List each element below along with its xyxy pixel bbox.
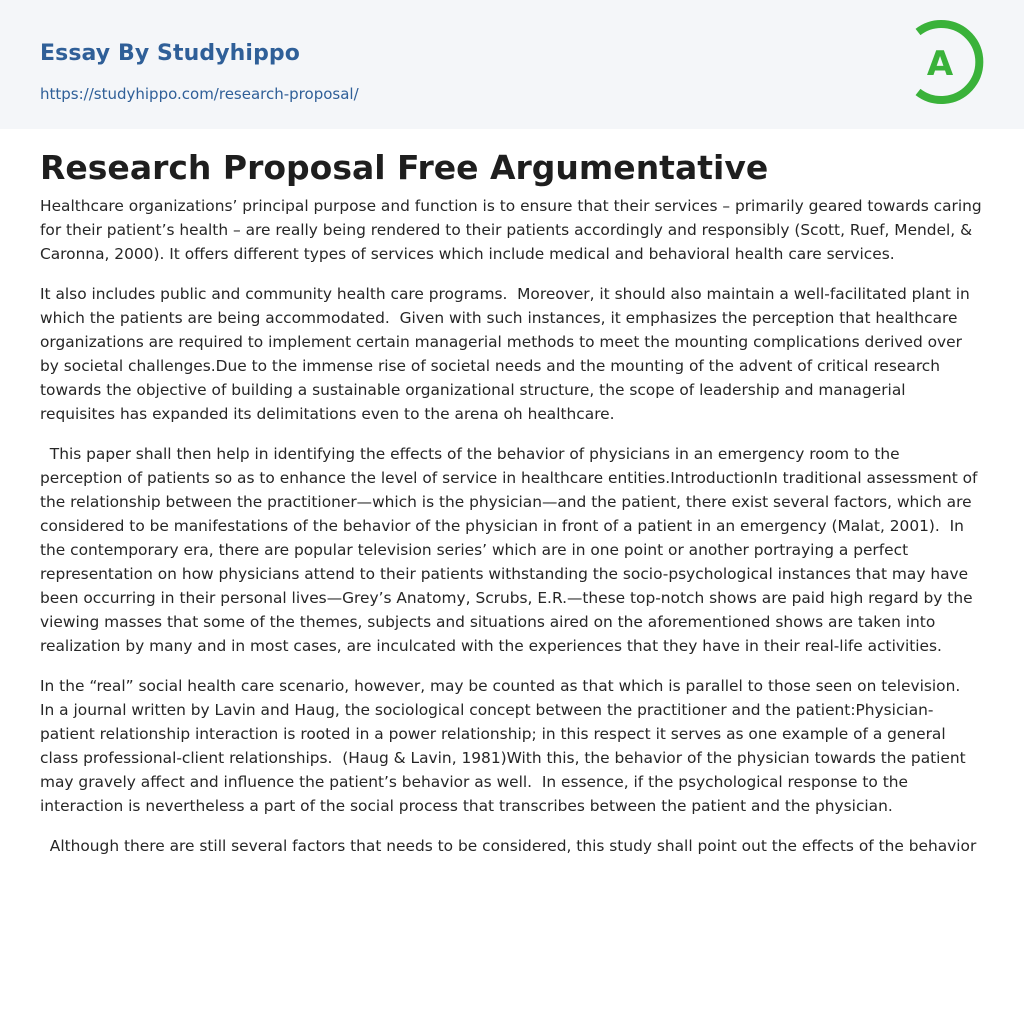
article-paragraph: In the “real” social health care scenario, however, may be counted as that which is parallel to those seen on television. In a journal written by Lavin and Haug, the sociological concept between the practitioner and the patient:Physician-patient relationship interaction is rooted in a power relationship; in this respect it serves as one example of a general class professional-client relationships. (Haug & Lavin, 1981)With this, the behavior of the physician towards the patient may gravely affect and influence the patient’s behavior as well. In essence, if the psychological response to the interaction is nevertheless a part of the social process that transcribes between the patient and the physician. <box>40 677 971 815</box>
logo-letter: A <box>926 44 954 84</box>
article-paragraph: Healthcare organizations’ principal purpose and function is to ensure that their services – primarily geared towards caring for their patient’s health – are really being rendered to their patients accordingly and responsibly (Scott, Ruef, Mendel, & Caronna, 2000). It offers different types of services which include medical and behavioral health care services. <box>40 197 987 263</box>
studyhippo-logo-icon[interactable] <box>910 18 988 106</box>
page-url-link[interactable]: https://studyhippo.com/research-proposal/ <box>40 85 359 103</box>
article-paragraph: This paper shall then help in identifying the effects of the behavior of physicians in an emergency room to the perception of patients so as to enhance the level of service in healthcare entities.IntroductionIn traditional assessment of the relationship between the practitioner—which is the physician—and the patient, there exist several factors, which are considered to be manifestations of the behavior of the physician in front of a patient in an emergency (Malat, 2001). In the contemporary era, there are popular television series’ which are in one point or another portraying a perfect representation on how physicians attend to their patients withstanding the socio-psychological instances that may have been occurring in their personal lives—Grey’s Anatomy, Scrubs, E.R.—these top-notch shows are paid high regard by the viewing masses that some of the themes, subjects and situations aired on the aforementioned shows are taken into realization by many and in most cases, are inculcated with the experiences that they have in their real-life activities. <box>40 445 983 655</box>
article-paragraph: It also includes public and community health care programs. Moreover, it should also maintain a well-facilitated plant in which the patients are being accommodated. Given with such instances, it emphasizes the perception that healthcare organizations are required to implement certain managerial methods to meet the mounting complications derived over by societal challenges.Due to the immense rise of societal needs and the mounting of the advent of critical research towards the objective of building a sustainable organizational structure, the scope of leadership and managerial requisites has expanded its delimitations even to the arena oh healthcare. <box>40 285 975 423</box>
page-title: Research Proposal Free Argumentative <box>40 148 769 187</box>
article-body <box>40 194 987 874</box>
article-paragraph: Although there are still several factors that needs to be considered, this study shall point out the effects of the behavior <box>40 837 977 855</box>
site-brand[interactable]: Essay By Studyhippo <box>40 41 300 66</box>
